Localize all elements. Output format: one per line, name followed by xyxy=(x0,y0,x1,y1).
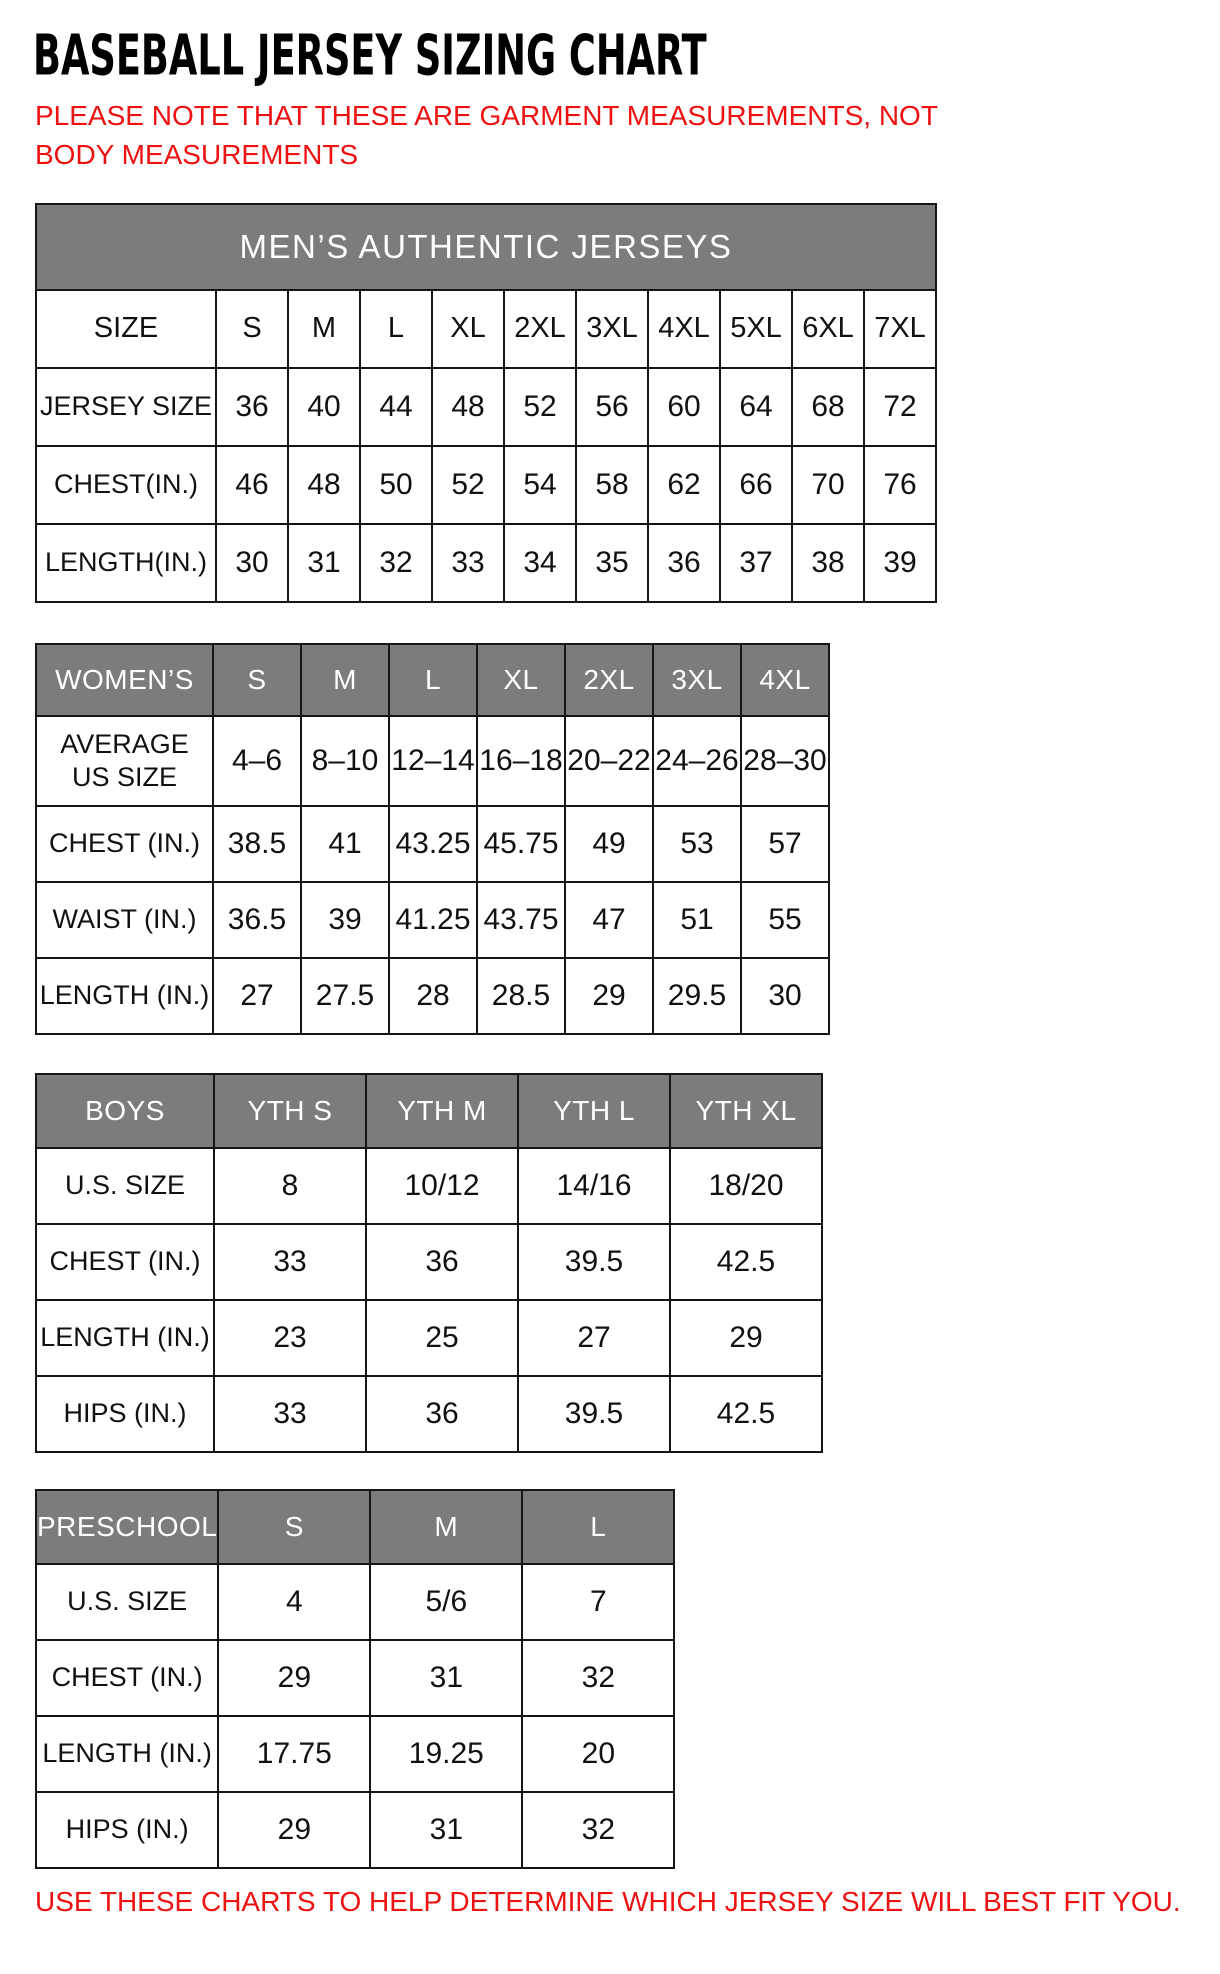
row-label: LENGTH (IN.) xyxy=(36,1716,218,1792)
value-cell: 52 xyxy=(432,446,504,524)
value-cell: 41 xyxy=(301,806,389,882)
header-row xyxy=(36,1490,674,1564)
page-title: BASEBALL JERSEY SIZING CHART xyxy=(33,22,707,89)
value-cell: 76 xyxy=(864,446,936,524)
value-cell: 27 xyxy=(518,1300,670,1376)
value-cell: 55 xyxy=(741,882,829,958)
column-header: 3XL xyxy=(576,290,648,368)
preschool-size-table xyxy=(35,1489,675,1869)
value-cell: 53 xyxy=(653,806,741,882)
value-cell: 42.5 xyxy=(670,1224,822,1300)
row-label: U.S. SIZE xyxy=(36,1564,218,1640)
table-row xyxy=(36,1716,674,1792)
column-header: YTH S xyxy=(214,1074,366,1148)
value-cell: 28 xyxy=(389,958,477,1034)
value-cell: 36 xyxy=(216,368,288,446)
column-header: L xyxy=(522,1490,674,1564)
value-cell: 35 xyxy=(576,524,648,602)
boys-size-table xyxy=(35,1073,823,1453)
row-label: HIPS (IN.) xyxy=(36,1376,214,1452)
row-label: CHEST (IN.) xyxy=(36,1224,214,1300)
value-cell: 64 xyxy=(720,368,792,446)
value-cell: 33 xyxy=(214,1224,366,1300)
header-label-cell: PRESCHOOL xyxy=(36,1490,218,1564)
row-label: AVERAGE US SIZE xyxy=(36,716,213,806)
value-cell: 33 xyxy=(214,1376,366,1452)
value-cell: 41.25 xyxy=(389,882,477,958)
column-header: S xyxy=(213,644,301,716)
table-row xyxy=(36,806,829,882)
value-cell: 39.5 xyxy=(518,1224,670,1300)
value-cell: 48 xyxy=(288,446,360,524)
value-cell: 29 xyxy=(670,1300,822,1376)
value-cell: 70 xyxy=(792,446,864,524)
value-cell: 62 xyxy=(648,446,720,524)
table-row xyxy=(36,1640,674,1716)
row-label: U.S. SIZE xyxy=(36,1148,214,1224)
value-cell: 28–30 xyxy=(741,716,829,806)
value-cell: 50 xyxy=(360,446,432,524)
value-cell: 42.5 xyxy=(670,1376,822,1452)
value-cell: 47 xyxy=(565,882,653,958)
mens-size-table xyxy=(35,203,937,603)
banner-row xyxy=(36,204,936,290)
column-header: 7XL xyxy=(864,290,936,368)
value-cell: 20 xyxy=(522,1716,674,1792)
column-header: S xyxy=(218,1490,370,1564)
table-row xyxy=(36,1376,822,1452)
column-header: 3XL xyxy=(653,644,741,716)
value-cell: 46 xyxy=(216,446,288,524)
value-cell: 14/16 xyxy=(518,1148,670,1224)
header-row xyxy=(36,644,829,716)
value-cell: 34 xyxy=(504,524,576,602)
value-cell: 10/12 xyxy=(366,1148,518,1224)
value-cell: 36 xyxy=(648,524,720,602)
column-header: 4XL xyxy=(741,644,829,716)
value-cell: 25 xyxy=(366,1300,518,1376)
value-cell: 37 xyxy=(720,524,792,602)
value-cell: 32 xyxy=(522,1792,674,1868)
womens-size-table xyxy=(35,643,830,1035)
value-cell: 4 xyxy=(218,1564,370,1640)
table-row xyxy=(36,524,936,602)
column-header: YTH XL xyxy=(670,1074,822,1148)
table-row xyxy=(36,1148,822,1224)
header-row xyxy=(36,290,936,368)
column-header: L xyxy=(360,290,432,368)
column-header: L xyxy=(389,644,477,716)
column-header: 4XL xyxy=(648,290,720,368)
table-row xyxy=(36,716,829,806)
value-cell: 29.5 xyxy=(653,958,741,1034)
value-cell: 12–14 xyxy=(389,716,477,806)
table-banner: MEN’S AUTHENTIC JERSEYS xyxy=(36,204,936,290)
value-cell: 16–18 xyxy=(477,716,565,806)
value-cell: 24–26 xyxy=(653,716,741,806)
value-cell: 27.5 xyxy=(301,958,389,1034)
value-cell: 32 xyxy=(522,1640,674,1716)
value-cell: 8 xyxy=(214,1148,366,1224)
value-cell: 68 xyxy=(792,368,864,446)
fit-advice-note: USE THESE CHARTS TO HELP DETERMINE WHICH JERSEY SIZE WILL BEST FIT YOU. xyxy=(35,1885,1181,1917)
column-header: 6XL xyxy=(792,290,864,368)
header-row xyxy=(36,1074,822,1148)
value-cell: 18/20 xyxy=(670,1148,822,1224)
value-cell: 36 xyxy=(366,1376,518,1452)
value-cell: 8–10 xyxy=(301,716,389,806)
column-header: 5XL xyxy=(720,290,792,368)
row-label: LENGTH (IN.) xyxy=(36,1300,214,1376)
column-header: M xyxy=(370,1490,522,1564)
column-header: YTH L xyxy=(518,1074,670,1148)
value-cell: 36 xyxy=(366,1224,518,1300)
row-label: JERSEY SIZE xyxy=(36,368,216,446)
value-cell: 4–6 xyxy=(213,716,301,806)
value-cell: 28.5 xyxy=(477,958,565,1034)
table-row xyxy=(36,882,829,958)
table-row xyxy=(36,1792,674,1868)
value-cell: 32 xyxy=(360,524,432,602)
value-cell: 66 xyxy=(720,446,792,524)
column-header: S xyxy=(216,290,288,368)
row-label: WAIST (IN.) xyxy=(36,882,213,958)
column-header: 2XL xyxy=(565,644,653,716)
value-cell: 7 xyxy=(522,1564,674,1640)
size-tables-container xyxy=(0,203,1220,1869)
value-cell: 31 xyxy=(370,1640,522,1716)
table-row xyxy=(36,958,829,1034)
table-row xyxy=(36,1300,822,1376)
value-cell: 39 xyxy=(864,524,936,602)
value-cell: 60 xyxy=(648,368,720,446)
table-row xyxy=(36,368,936,446)
row-label: HIPS (IN.) xyxy=(36,1792,218,1868)
value-cell: 44 xyxy=(360,368,432,446)
value-cell: 52 xyxy=(504,368,576,446)
value-cell: 43.25 xyxy=(389,806,477,882)
header-label-cell: WOMEN’S xyxy=(36,644,213,716)
value-cell: 54 xyxy=(504,446,576,524)
value-cell: 33 xyxy=(432,524,504,602)
value-cell: 29 xyxy=(565,958,653,1034)
value-cell: 72 xyxy=(864,368,936,446)
value-cell: 40 xyxy=(288,368,360,446)
row-label: LENGTH (IN.) xyxy=(36,958,213,1034)
header-label-cell: SIZE xyxy=(36,290,216,368)
column-header: XL xyxy=(477,644,565,716)
value-cell: 48 xyxy=(432,368,504,446)
value-cell: 38.5 xyxy=(213,806,301,882)
row-label: CHEST(IN.) xyxy=(36,446,216,524)
table-row xyxy=(36,446,936,524)
value-cell: 45.75 xyxy=(477,806,565,882)
value-cell: 38 xyxy=(792,524,864,602)
value-cell: 29 xyxy=(218,1792,370,1868)
column-header: 2XL xyxy=(504,290,576,368)
value-cell: 23 xyxy=(214,1300,366,1376)
value-cell: 57 xyxy=(741,806,829,882)
column-header: XL xyxy=(432,290,504,368)
value-cell: 43.75 xyxy=(477,882,565,958)
value-cell: 36.5 xyxy=(213,882,301,958)
value-cell: 51 xyxy=(653,882,741,958)
value-cell: 5/6 xyxy=(370,1564,522,1640)
value-cell: 30 xyxy=(216,524,288,602)
column-header: YTH M xyxy=(366,1074,518,1148)
value-cell: 49 xyxy=(565,806,653,882)
value-cell: 58 xyxy=(576,446,648,524)
value-cell: 31 xyxy=(288,524,360,602)
value-cell: 20–22 xyxy=(565,716,653,806)
value-cell: 17.75 xyxy=(218,1716,370,1792)
value-cell: 31 xyxy=(370,1792,522,1868)
row-label: CHEST (IN.) xyxy=(36,1640,218,1716)
value-cell: 39 xyxy=(301,882,389,958)
table-row xyxy=(36,1224,822,1300)
header-label-cell: BOYS xyxy=(36,1074,214,1148)
column-header: M xyxy=(288,290,360,368)
value-cell: 19.25 xyxy=(370,1716,522,1792)
table-row xyxy=(36,1564,674,1640)
garment-measurement-note: PLEASE NOTE THAT THESE ARE GARMENT MEASUREMENTS, NOT BODY MEASUREMENTS xyxy=(35,100,938,171)
value-cell: 27 xyxy=(213,958,301,1034)
value-cell: 30 xyxy=(741,958,829,1034)
value-cell: 29 xyxy=(218,1640,370,1716)
value-cell: 56 xyxy=(576,368,648,446)
row-label: LENGTH(IN.) xyxy=(36,524,216,602)
row-label: CHEST (IN.) xyxy=(36,806,213,882)
value-cell: 39.5 xyxy=(518,1376,670,1452)
column-header: M xyxy=(301,644,389,716)
